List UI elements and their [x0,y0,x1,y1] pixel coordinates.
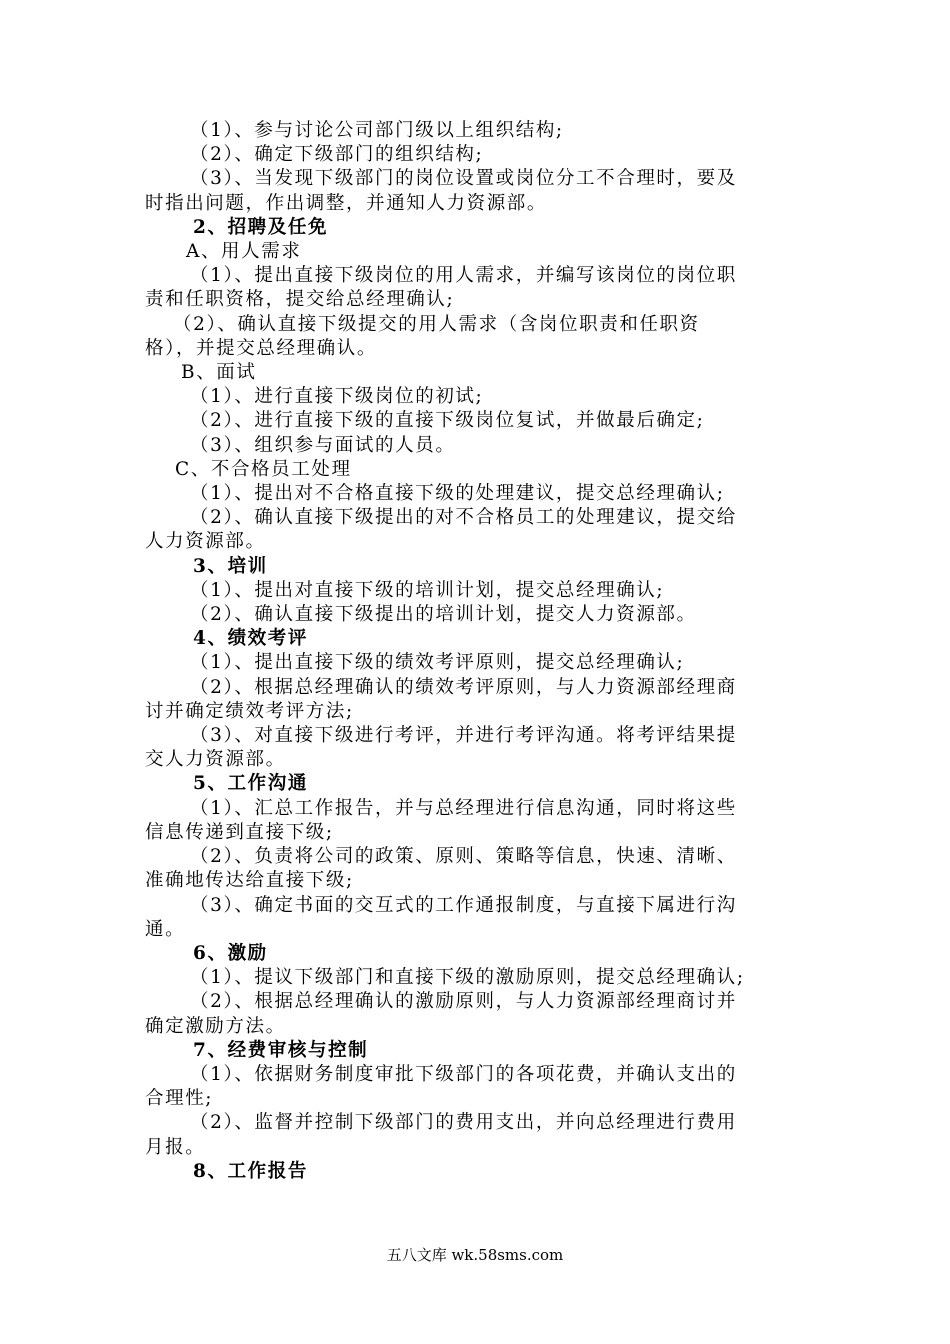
subsection-heading: A、用人需求 [186,241,302,263]
text-line: 信息传递到直接下级; [145,821,334,843]
text-line: （2）、确认直接下级提出的培训计划，提交人力资源部。 [190,604,697,626]
text-line: 通。 [145,918,186,940]
section-heading: 2、招聘及任免 [193,216,329,238]
text-line: 格），并提交总经理确认。 [145,337,377,359]
text-line: （1）、汇总工作报告，并与总经理进行信息沟通，同时将这些 [190,797,737,819]
text-line: 时指出问题，作出调整，并通知人力资源部。 [145,192,548,214]
text-line: （3）、确定书面的交互式的工作通报制度，与直接下属进行沟 [190,894,737,916]
subsection-heading: C、不合格员工处理 [175,458,352,480]
text-line: （2）、确定下级部门的组织结构; [190,144,484,166]
text-line: （1）、进行直接下级岗位的初试; [190,386,484,408]
section-heading: 7、经费审核与控制 [193,1039,369,1061]
text-line: （1）、提出对直接下级的培训计划，提交总经理确认; [190,579,665,601]
text-line: （2）、进行直接下级的直接下级岗位复试，并做最后确定; [190,410,705,432]
text-line: 确定激励方法。 [145,1015,286,1037]
text-line: （1）、依据财务制度审批下级部门的各项花费，并确认支出的 [190,1063,737,1085]
text-line: （3）、对直接下级进行考评，并进行考评沟通。将考评结果提 [190,725,737,747]
text-line: （2）、负责将公司的政策、原则、策略等信息，快速、清晰、 [190,846,737,868]
text-line: （1）、提议下级部门和直接下级的激励原则，提交总经理确认; [190,967,745,989]
subsection-heading: B、面试 [181,362,257,384]
text-line: 准确地传达给直接下级; [145,870,354,892]
text-line: （2）、根据总经理确认的绩效考评原则，与人力资源部经理商 [190,676,737,698]
text-line: （2）、监督并控制下级部门的费用支出，并向总经理进行费用 [190,1112,737,1134]
text-line: 合理性; [145,1088,214,1110]
document-body [145,119,805,1184]
text-line: （1）、提出直接下级岗位的用人需求，并编写该岗位的岗位职 [190,265,737,287]
text-line: （2）、根据总经理确认的激励原则，与人力资源部经理商讨并 [190,991,737,1013]
text-line: 交人力资源部。 [145,749,286,771]
text-line: （1）、提出对不合格直接下级的处理建议，提交总经理确认; [190,483,725,505]
text-line: （3）、组织参与面试的人员。 [190,434,456,456]
text-line: （2）、确认直接下级提交的用人需求（含岗位职责和任职资 [173,313,700,335]
section-heading: 8、工作报告 [193,1160,308,1182]
text-line: 讨并确定绩效考评方法; [145,700,354,722]
section-heading: 5、工作沟通 [193,773,308,795]
text-line: （3）、当发现下级部门的岗位设置或岗位分工不合理时，要及 [190,168,737,190]
section-heading: 3、培训 [193,555,268,577]
section-heading: 4、绩效考评 [193,628,308,650]
text-line: 责和任职资格，提交给总经理确认; [145,289,455,311]
text-line: （1）、参与讨论公司部门级以上组织结构; [190,120,564,141]
text-line: （1）、提出直接下级的绩效考评原则，提交总经理确认; [190,652,685,674]
footer-watermark: 五八文库 wk.58sms.com [386,1246,564,1264]
text-line: 人力资源部。 [145,531,266,553]
section-heading: 6、激励 [193,942,268,964]
text-line: （2）、确认直接下级提出的对不合格员工的处理建议，提交给 [190,507,737,529]
text-line: 月报。 [145,1136,206,1158]
